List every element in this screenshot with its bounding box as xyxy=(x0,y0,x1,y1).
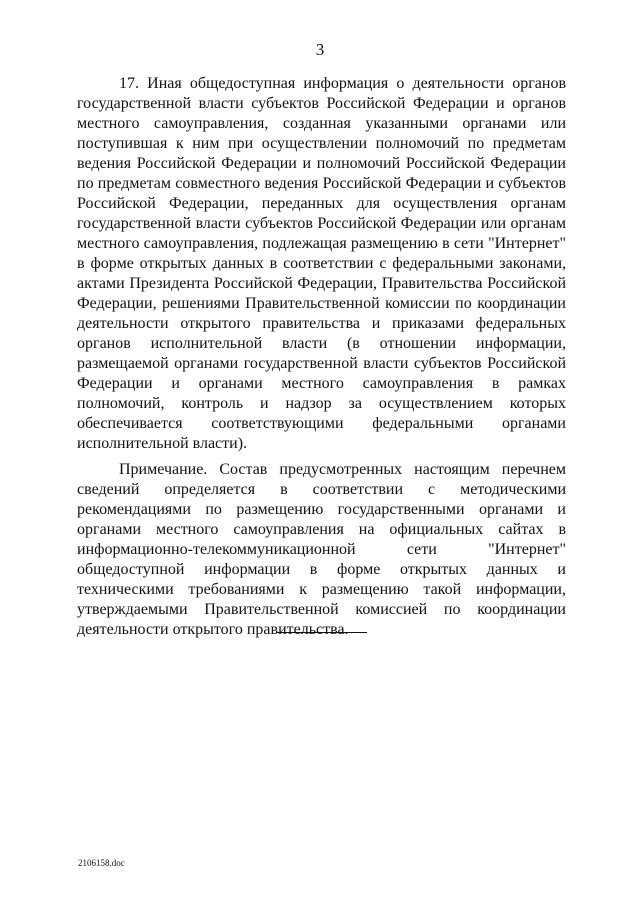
document-file-id: 2106158.doc xyxy=(78,858,125,868)
note-paragraph: Примечание. Состав предусмотренных настоящим перечнем сведений определяется в соответствии с методическими рекомендациями по размещению государственными органами и органами местного самоуправления на официальных сайтах в информационно-телекоммуникационной сети "Интернет" общедоступной информации в форме открытых данных и техническими требованиями к размещению такой информации, утверждаемыми Правительственной комиссией по координации деятельности открытого правительства. xyxy=(77,461,566,638)
end-of-document-rule xyxy=(276,632,367,633)
document-body xyxy=(77,74,566,640)
page-number: 3 xyxy=(315,40,325,59)
list-item-17: 17. Иная общедоступная информация о деятельности органов государственной власти субъектов Российской Федерации и органов местного самоуправления, созданная указанными органами или поступившая к ним при осуществлении полномочий по предметам ведения Российской Федерации и полномочий Российской Федерации по предметам совместного ведения Российской Федерации и субъектов Российской Федерации, переданных для осуществления органам государственной власти субъектов Российской Федерации или органам местного самоуправления, подлежащая размещению в сети "Интернет" в форме открытых данных в соответствии с федеральными законами, актами Президента Российской Федерации, Правительства Российской Федерации, решениями Правительственной комиссии по координации деятельности открытого правительства и приказами федеральных органов исполнительной власти (в отношении информации, размещаемой органами государственной власти субъектов Российской Федерации и органами местного самоуправления в рамках полномочий, контроль и надзор за осуществлением которых обеспечивается соответствующими федеральными органами исполнительной власти). xyxy=(77,75,566,452)
